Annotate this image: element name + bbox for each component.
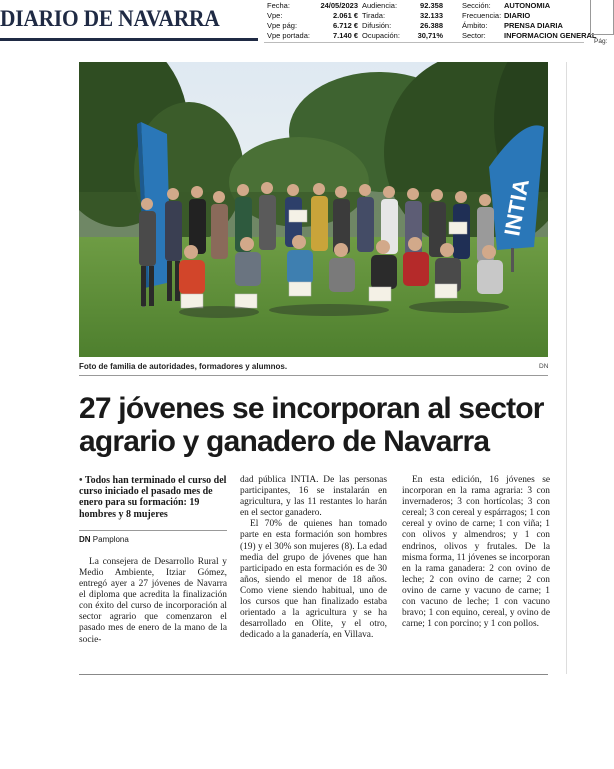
- byline: [79, 534, 227, 545]
- photo-caption: Foto de familia de autoridades, formadores y alumnos.: [79, 362, 288, 371]
- meta-label: Audiencia:: [362, 1, 398, 10]
- article-right-rule: [566, 62, 567, 674]
- meta-value: 32.133: [420, 11, 443, 20]
- metadata-column-3: [462, 1, 597, 41]
- summary-rule: [79, 530, 227, 531]
- meta-label: Tirada:: [362, 11, 386, 20]
- meta-label: Frecuencia:: [462, 11, 502, 20]
- article-summary: [79, 475, 227, 520]
- meta-label: Difusión:: [362, 21, 392, 30]
- metadata-column-2: [362, 1, 443, 41]
- meta-row: [267, 31, 358, 41]
- photo-illustration: [79, 62, 548, 357]
- body-paragraph: dad pública INTIA. De las personas participantes, 16 se instalarán en agricultura, y las 11 restantes lo harán en el sector ganadero.: [240, 475, 387, 519]
- meta-label: Sector:: [462, 31, 486, 40]
- meta-label: Ocupación:: [362, 31, 400, 40]
- masthead-title: DIARIO DE NAVARRA: [0, 6, 220, 31]
- meta-value: 2.061 €: [332, 11, 358, 20]
- meta-row: [462, 21, 584, 31]
- metadata-rule: [264, 42, 584, 43]
- page-number-box: [590, 0, 614, 35]
- meta-value: DIARIO: [504, 11, 531, 20]
- meta-value: 24/05/2023: [320, 1, 358, 10]
- masthead-rule: [0, 38, 258, 41]
- caption-rule: [79, 375, 548, 376]
- meta-row: [267, 11, 358, 21]
- meta-value: 6.712 €: [332, 21, 358, 30]
- article-column-1: [79, 475, 227, 646]
- meta-row: [462, 11, 584, 21]
- meta-value: 7.140 €: [332, 31, 358, 40]
- meta-row: [362, 11, 443, 21]
- meta-label: Vpe:: [267, 11, 283, 20]
- summary-text: Todos han terminado el curso del curso iniciado el pasado mes de enero para su formación: 19 hombres y 8 mujeres: [79, 475, 227, 520]
- article-column-2: [240, 475, 387, 641]
- body-paragraph: El 70% de quienes han tomado parte en esta formación son hombres (19) y el 30% son mujeres (8). La edad media del grupo de jóvenes que han participado en esta formación es de 30 años, siendo el menor de 18 años. Como viene siendo habitual, uno de los cursos que han finalizado estaba orientado a la agricultura y se ha desarrollado en Olite, y el otro, dedicado a la ganadería, en Villava.: [240, 519, 387, 641]
- meta-row: [362, 31, 443, 41]
- meta-label: Fecha:: [267, 1, 290, 10]
- article-bottom-rule: [79, 674, 548, 675]
- meta-row: [462, 1, 584, 11]
- meta-value: 92.358: [420, 1, 443, 10]
- meta-value: 26.388: [420, 21, 443, 30]
- summary-bullet: •: [79, 475, 83, 486]
- meta-value: AUTONOMIA: [504, 1, 551, 10]
- body-paragraph: En esta edición, 16 jóvenes se incorporan en la rama agraria: 3 con invernaderos; 3 con hortícolas; 3 con cereal; 3 con cereal y espárragos; 1 con cereal y ovino de carne; 1 con viña; 1 con olivos y almendros; y 1 con endrinos, olivos y frutales. De la misma forma, 11 jóvenes se incorporan en la rama ganadera: 2 con ovino de leche; 2 con ovino de carne; 2 con ovino de carne y vacuno de carne; 1 con vacuno de leche; 1 con vacuno bravo; 1 con equino, cereal, y ovino de carne; 1 con porcino; y 1 con pollos.: [402, 475, 550, 630]
- group-photo: [79, 62, 548, 357]
- meta-row: [267, 1, 358, 11]
- banner-text: INTIA: [499, 176, 534, 238]
- photo-credit: DN: [539, 363, 549, 370]
- meta-value: INFORMACION GENERAL: [504, 31, 597, 40]
- meta-label: Vpe pág:: [267, 21, 298, 30]
- metadata-column-1: [267, 1, 358, 41]
- meta-label: Vpe portada:: [267, 31, 310, 40]
- byline-place: Pamplona: [92, 534, 129, 544]
- meta-row: [267, 21, 358, 31]
- meta-value: 30,71%: [417, 31, 443, 40]
- meta-label: Sección:: [462, 1, 491, 10]
- byline-source: DN: [79, 534, 91, 544]
- headline: 27 jóvenes se incorporan al sector agrario y ganadero de Navarra: [79, 392, 544, 458]
- meta-row: [362, 1, 443, 11]
- meta-value: PRENSA DIARIA: [504, 21, 563, 30]
- page-label: Pág:: [594, 38, 608, 45]
- body-paragraph: La consejera de Desarrollo Rural y Medio Ambiente, Itziar Gómez, entregó ayer a 27 jóvenes de Navarra el diploma que acredita la finalización con éxito del curso de incorporación al sector agrario que comenzaron el pasado mes de enero de la mano de la socie-: [79, 556, 227, 645]
- meta-row: [362, 21, 443, 31]
- meta-label: Ámbito:: [462, 21, 488, 30]
- meta-row: [462, 31, 597, 41]
- article-column-3: [402, 475, 550, 630]
